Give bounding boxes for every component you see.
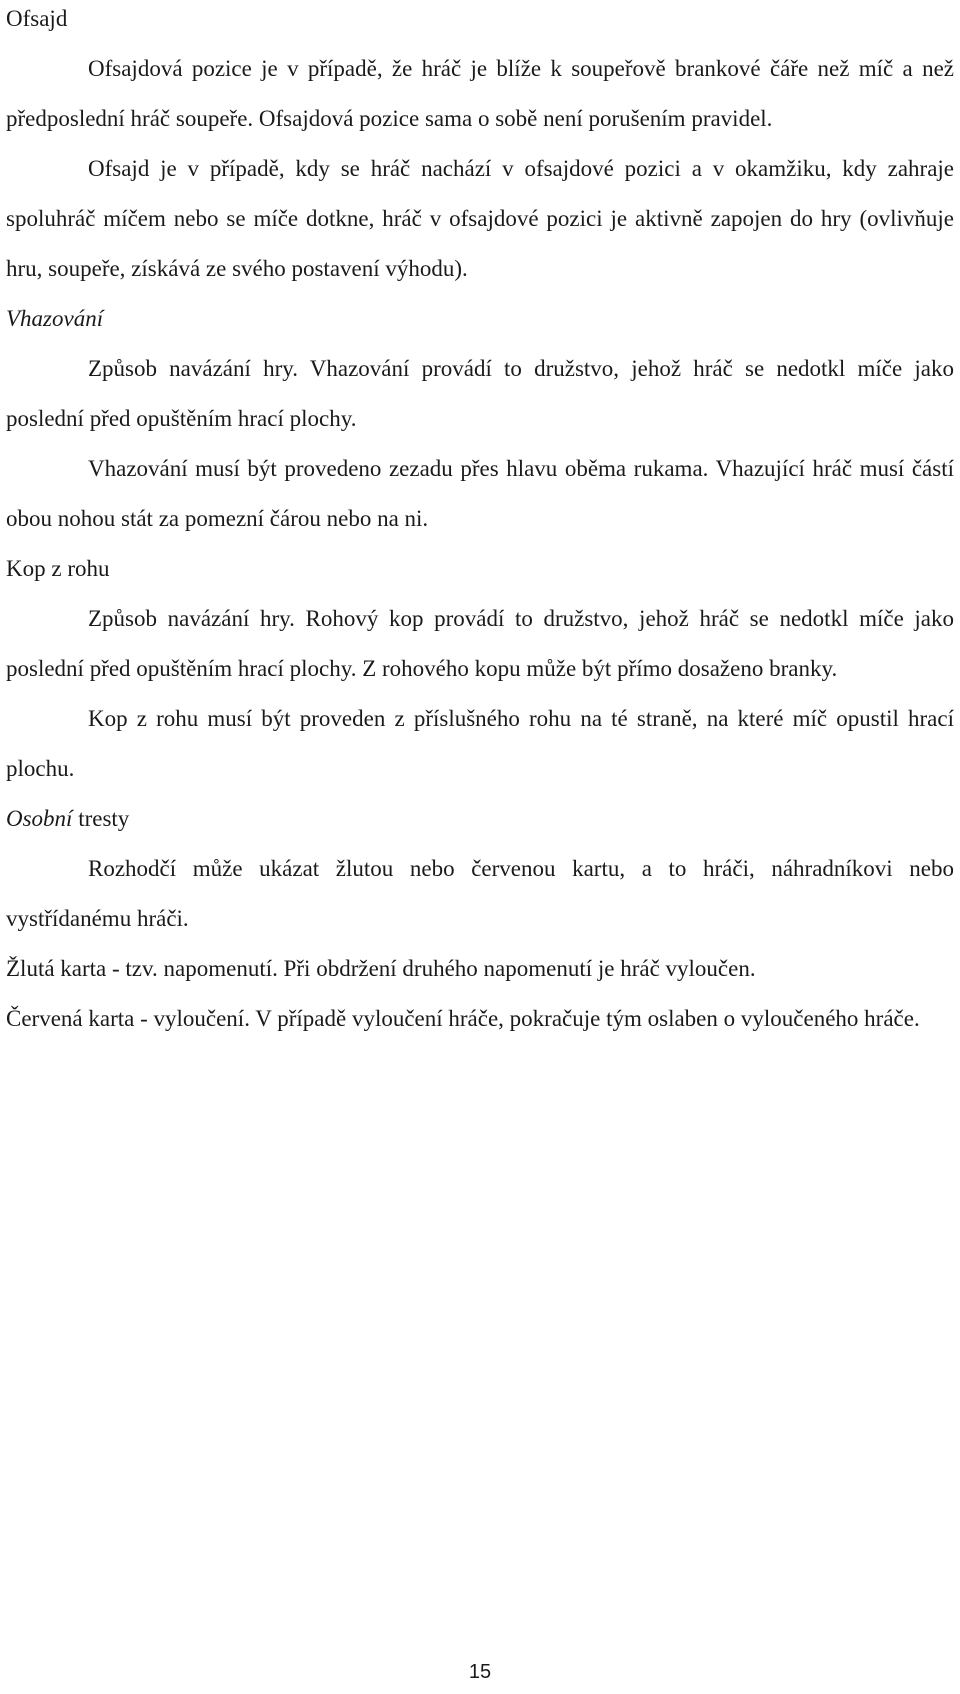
paragraph-osobni-tresty-cards: Rozhodčí může ukázat žlutou nebo červenou kartu, a to hráči, náhradníkovi nebo vystřídanému hráči.	[6, 856, 954, 931]
heading-kop-z-rohu: Kop z rohu	[6, 556, 110, 581]
page-number: 15	[468, 1661, 492, 1683]
paragraph-ofsajd-active: Ofsajd je v případě, kdy se hráč nachází v ofsajdové pozici a v okamžiku, kdy zahraje spoluhráč míčem nebo se míče dotkne, hráč v ofsajdové pozici je aktivně zapojen do hry (ovlivňuje hru, soupeře, získává ze svého postavení výhodu).	[6, 156, 954, 281]
paragraph-kop-z-rohu-definition: Způsob navázání hry. Rohový kop provádí to družstvo, jehož hráč se nedotkl míče jako poslední před opuštěním hrací plochy. Z rohového kopu může být přímo dosaženo branky.	[6, 606, 954, 681]
paragraph-vhazovani-definition: Způsob navázání hry. Vhazování provádí to družstvo, jehož hráč se nedotkl míče jako poslední před opuštěním hrací plochy.	[6, 356, 954, 431]
heading-ofsajd: Ofsajd	[6, 6, 68, 31]
paragraph-vhazovani-rules: Vhazování musí být provedeno zezadu přes hlavu oběma rukama. Vhazující hráč musí částí obou nohou stát za pomezní čárou nebo na ni.	[6, 456, 954, 531]
heading-osobni-tresty-italic: Osobní	[6, 806, 73, 831]
paragraph-yellow-card: Žlutá karta - tzv. napomenutí. Při obdržení druhého napomenutí je hráč vyloučen.	[6, 956, 756, 981]
heading-osobni-tresty-rest: tresty	[72, 806, 130, 831]
paragraph-kop-z-rohu-rules: Kop z rohu musí být proveden z příslušného rohu na té straně, na které míč opustil hrací plochu.	[6, 706, 954, 781]
heading-osobni-tresty	[6, 794, 954, 844]
paragraph-red-card: Červená karta - vyloučení. V případě vyloučení hráče, pokračuje tým oslaben o vyloučeného hráče.	[6, 1006, 920, 1031]
heading-vhazovani: Vhazování	[6, 306, 104, 331]
page-content	[6, 0, 954, 1044]
paragraph-ofsajd-definition: Ofsajdová pozice je v případě, že hráč je blíže k soupeřově brankové čáře než míč a než předposlední hráč soupeře. Ofsajdová pozice sama o sobě není porušením pravidel.	[6, 56, 954, 131]
